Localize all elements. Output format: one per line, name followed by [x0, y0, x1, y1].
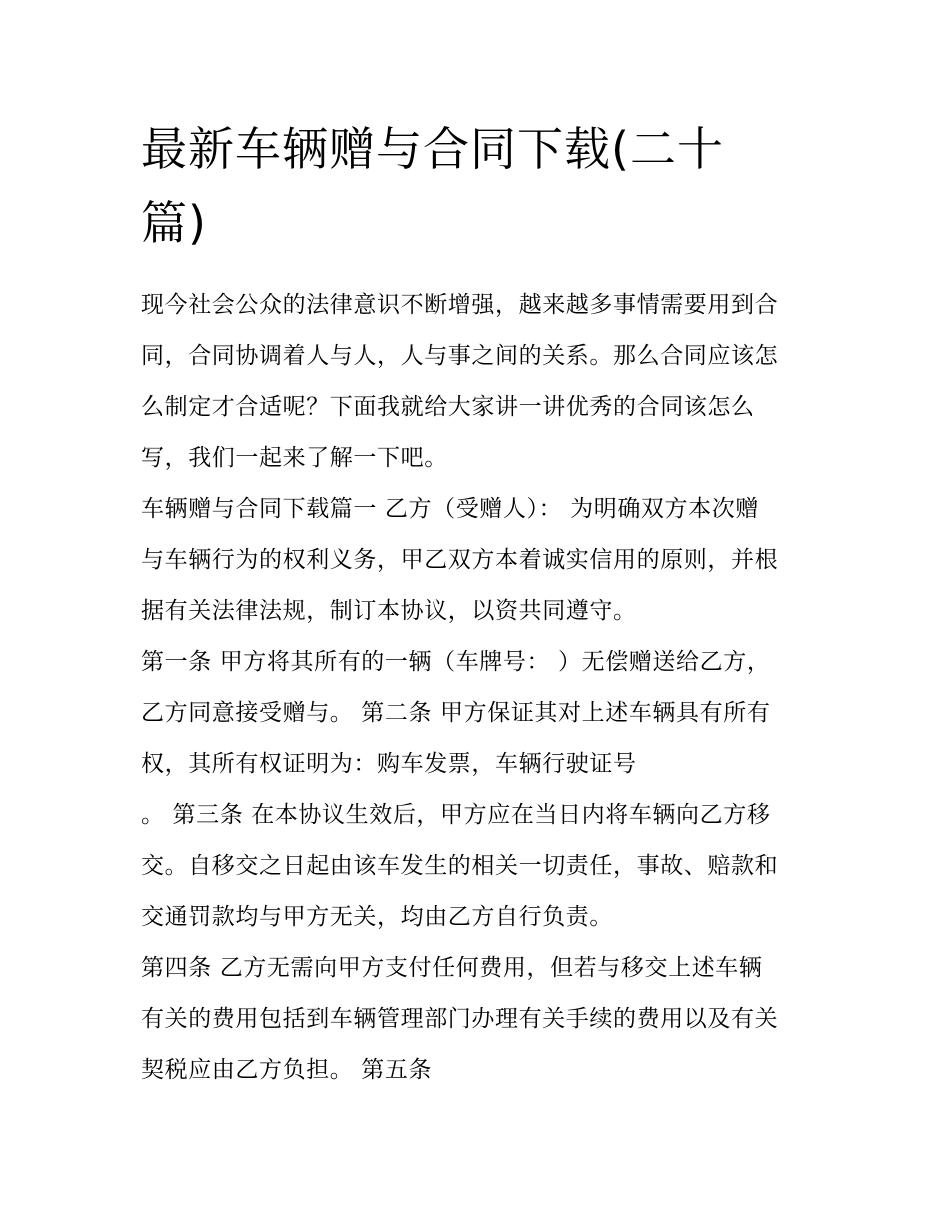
- text-line: 与车辆行为的权利义务，甲乙双方本着诚实信用的原则，并根: [141, 547, 779, 573]
- text-line: 交。自移交之日起由该车发生的相关一切责任，事故、赔款和: [141, 853, 779, 879]
- text-line: 。 第三条 在本协议生效后，甲方应在当日内将车辆向乙方移: [141, 802, 771, 828]
- text-line: 第一条 甲方将其所有的一辆（车牌号： ）无偿赠送给乙方，: [141, 649, 771, 675]
- text-line: 第四条 乙方无需向甲方支付任何费用，但若与移交上述车辆: [141, 955, 763, 981]
- text-line: 契税应由乙方负担。 第五条: [141, 1057, 433, 1083]
- document-title: [141, 112, 821, 260]
- text-line: 乙方同意接受赠与。 第二条 甲方保证其对上述车辆具有所有: [141, 700, 771, 726]
- text-line: 么制定才合适呢？下面我就给大家讲一讲优秀的合同该怎么: [141, 394, 755, 420]
- text-line: 同，合同协调着人与人，人与事之间的关系。那么合同应该怎: [141, 343, 779, 369]
- text-line: 据有关法律法规，制订本协议，以资共同遵守。: [141, 598, 637, 624]
- clauses-1-3-paragraph: [141, 637, 816, 943]
- title-line: 篇): [141, 196, 207, 250]
- title-line: 最新车辆赠与合同下载(二十: [141, 122, 724, 176]
- text-line: 现今社会公众的法律意识不断增强，越来越多事情需要用到合: [141, 292, 779, 318]
- text-line: 写，我们一起来了解一下吧。: [141, 445, 448, 471]
- contract-preamble-paragraph: [141, 484, 816, 637]
- text-line: 车辆赠与合同下载篇一 乙方（受赠人）： 为明确双方本次赠: [141, 496, 759, 522]
- text-line: 有关的费用包括到车辆管理部门办理有关手续的费用以及有关: [141, 1006, 779, 1032]
- intro-paragraph: [141, 280, 816, 484]
- document-body: [141, 280, 816, 1096]
- clauses-4-5-paragraph: [141, 943, 816, 1096]
- text-line: 交通罚款均与甲方无关，均由乙方自行负责。: [141, 904, 613, 930]
- text-line: 权，其所有权证明为：购车发票，车辆行驶证号: [141, 751, 637, 777]
